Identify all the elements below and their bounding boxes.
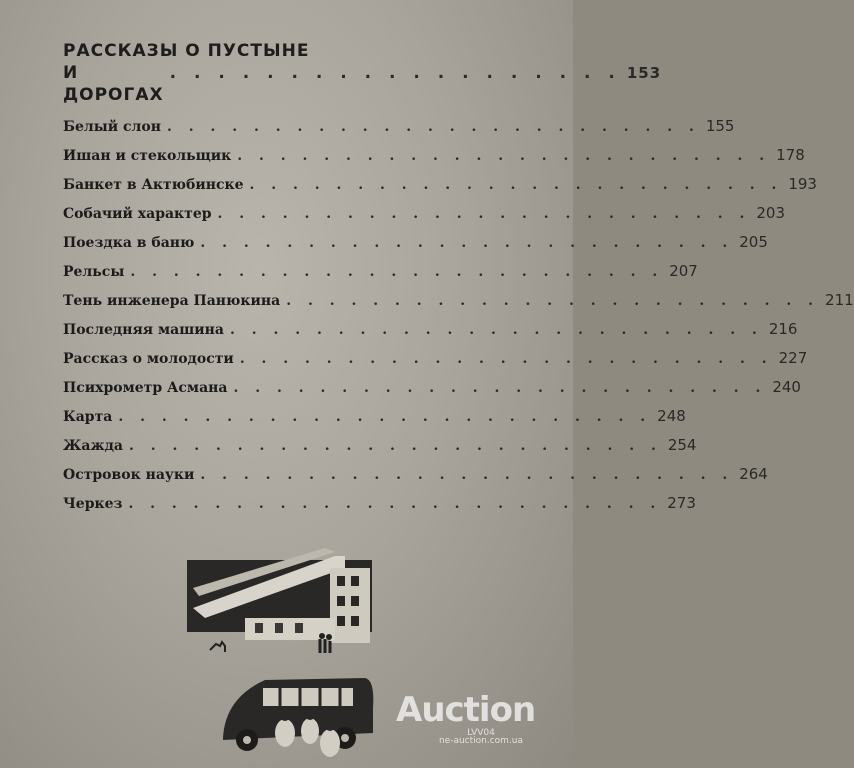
toc-entry-page-number: 193 [788, 175, 817, 193]
leader-dots: . . . . . . . . . . . . . . . . . . . . . . . . . [200, 235, 734, 251]
section-title-line2: И ДОРОГАХ [63, 63, 164, 105]
toc-entry-title: Карта [63, 409, 113, 425]
illustration-desert-station [185, 548, 385, 768]
toc-entry-page-number: 273 [667, 494, 696, 512]
toc-entry-title: Жажда [63, 438, 123, 454]
watermark-logo: Auction [396, 690, 536, 730]
leader-dots: . . . . . . . . . . . . . . . . . . . . . . . . . [229, 322, 763, 338]
toc-entry-page-number: 227 [778, 349, 808, 367]
toc-entry [63, 489, 696, 518]
section-heading [63, 40, 662, 106]
entry-list [63, 112, 854, 518]
leader-dots: . . . . . . . . . . . . . . . . . . . . . . . . . [128, 438, 662, 454]
leader-dots: . . . . . . . . . . . . . . . . . . . . . . . . . [200, 467, 734, 483]
toc-entry-page-number: 248 [657, 407, 686, 425]
toc-entry [63, 402, 686, 431]
toc-entry [63, 170, 817, 199]
toc-entry-page-number: 178 [776, 146, 805, 164]
bus-scene [223, 678, 373, 757]
toc-entry-title: Банкет в Актюбинске [63, 177, 244, 193]
toc-entry [63, 431, 697, 460]
toc-entry-title: Тень инженера Панюкина [63, 293, 281, 309]
table-of-contents [63, 40, 854, 518]
toc-entry [63, 228, 768, 257]
leader-dots: . . . . . . . . . . . . . . . . . . . [169, 63, 621, 83]
toc-entry-title: Черкез [63, 496, 123, 512]
toc-entry-title: Рельсы [63, 264, 125, 280]
leader-dots: . . . . . . . . . . . . . . . . . . . . . . . . . [237, 148, 771, 164]
toc-entry [63, 315, 798, 344]
toc-entry-title: Ишан и стекольщик [63, 148, 232, 164]
building-scene [187, 548, 372, 653]
section-title-line1: РАССКАЗЫ О ПУСТЫНЕ [63, 41, 310, 61]
toc-entry [63, 286, 854, 315]
leader-dots: . . . . . . . . . . . . . . . . . . . . . . . . . [249, 177, 783, 193]
toc-entry-page-number: 254 [667, 436, 697, 454]
auction-watermark [396, 690, 566, 746]
toc-entry [63, 373, 801, 402]
toc-entry [63, 257, 698, 286]
leader-dots: . . . . . . . . . . . . . . . . . . . . . . . . . [233, 380, 767, 396]
leader-dots: . . . . . . . . . . . . . . . . . . . . . . . . . [118, 409, 652, 425]
leader-dots: . . . . . . . . . . . . . . . . . . . . . . . . . [239, 351, 773, 367]
toc-entry-page-number: 211 [825, 291, 854, 309]
toc-entry-page-number: 207 [669, 262, 698, 280]
toc-entry-title: Собачий характер [63, 206, 212, 222]
toc-entry-page-number: 216 [768, 320, 798, 338]
toc-entry-title: Белый слон [63, 119, 162, 135]
watermark-url: ne-auction.com.ua [438, 736, 524, 746]
leader-dots: . . . . . . . . . . . . . . . . . . . . . . . . . [167, 119, 700, 135]
toc-entry-title: Психрометр Асмана [63, 380, 228, 396]
toc-entry [63, 141, 805, 170]
toc-entry-page-number: 203 [756, 204, 786, 222]
leader-dots: . . . . . . . . . . . . . . . . . . . . . . . . . [286, 293, 820, 309]
toc-entry [63, 344, 808, 373]
toc-entry-title: Последняя машина [63, 322, 224, 338]
section-page-number: 153 [626, 64, 662, 82]
leader-dots: . . . . . . . . . . . . . . . . . . . . . . . . . [128, 496, 662, 512]
toc-entry [63, 199, 786, 228]
toc-entry-page-number: 155 [705, 117, 735, 135]
toc-entry [63, 112, 735, 141]
watermark-id: LVV04 [467, 728, 495, 738]
toc-entry-page-number: 264 [739, 465, 768, 483]
leader-dots: . . . . . . . . . . . . . . . . . . . . . . . . . [130, 264, 664, 280]
toc-entry-title: Островок науки [63, 467, 195, 483]
toc-entry-page-number: 205 [739, 233, 768, 251]
toc-entry-page-number: 240 [772, 378, 801, 396]
leader-dots: . . . . . . . . . . . . . . . . . . . . . . . . . [217, 206, 751, 222]
toc-entry [63, 460, 768, 489]
toc-entry-title: Поездка в баню [63, 235, 195, 251]
toc-entry-title: Рассказ о молодости [63, 351, 234, 367]
